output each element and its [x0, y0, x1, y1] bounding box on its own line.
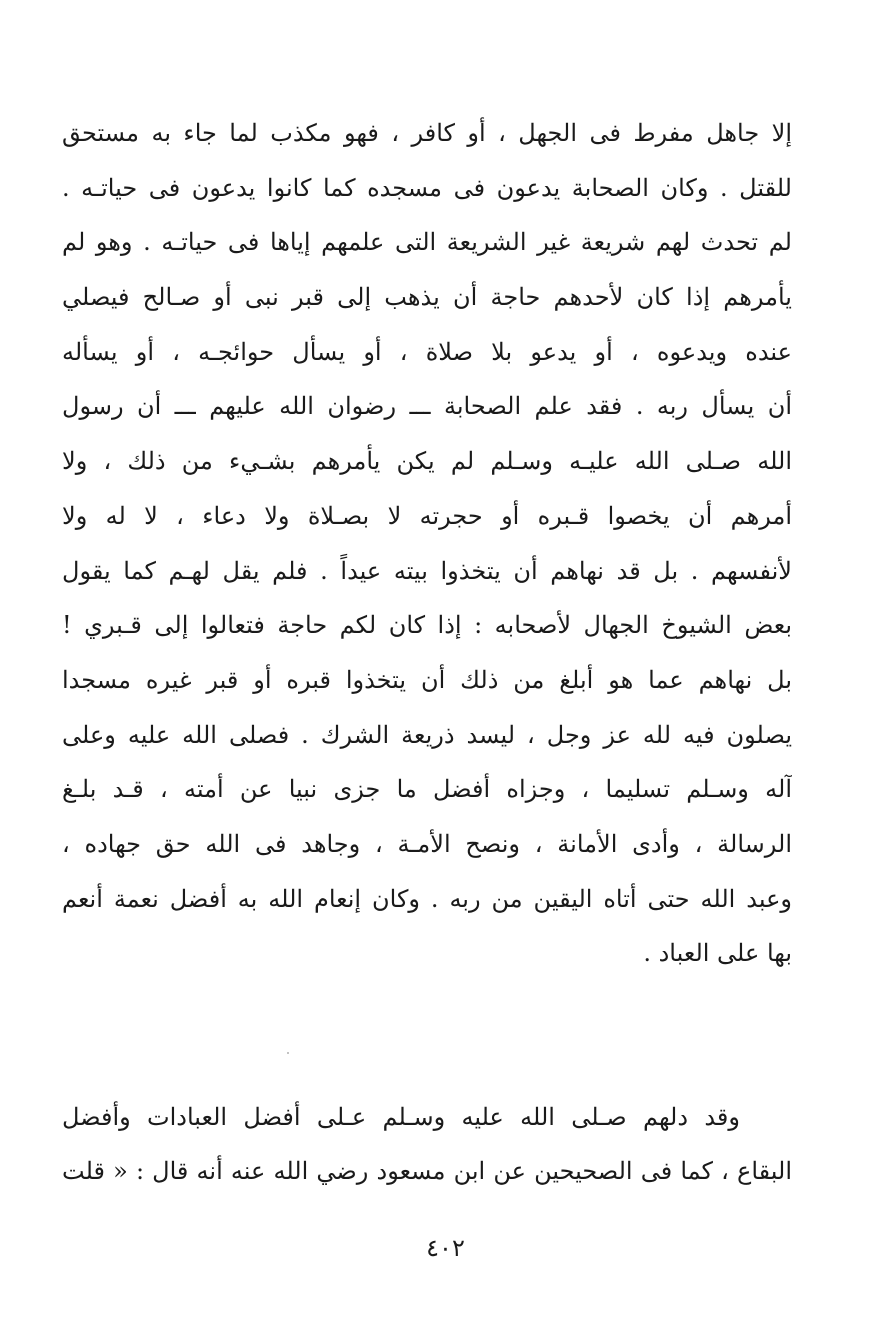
text-line: آله وسـلم تسليما ، وجزاه أفضل ما جزى نبيا عن أمته ، قـد بلـغ — [62, 775, 792, 804]
text-line: لأنفسهم . بل قد نهاهم أن يتخذوا بيته عيداً . فلم يقل لهـم كما يقول — [62, 556, 792, 585]
text-line: يصلون فيه لله عز وجل ، ليسد ذريعة الشرك . فصلى الله عليه وعلى — [62, 720, 792, 749]
text-line: أمرهم أن يخصوا قـبره أو حجرته لا بصـلاة ولا دعاء ، لا له ولا — [62, 501, 792, 530]
text-line: بعض الشيوخ الجهال لأصحابه : إذا كان لكم حاجة فتعالوا إلى قـبري ! — [62, 611, 792, 640]
text-line: الله صـلى الله عليـه وسـلم لم يكن يأمرهم بشـيء من ذلك ، ولا — [62, 447, 792, 476]
text-line: أن يسأل ربه . فقد علم الصحابة ـــ رضوان الله عليهم ـــ أن رسول — [62, 392, 792, 421]
body-paragraph — [62, 106, 792, 981]
text-line: إلا جاهل مفرط فى الجهل ، أو كافر ، فهو مكذب لما جاء به مستحق — [62, 119, 792, 147]
text-line: للقتل . وكان الصحابة يدعون فى مسجده كما كانوا يدعون فى حياتـه . — [62, 173, 792, 202]
text-line: الرسالة ، وأدى الأمانة ، ونصح الأمـة ، وجاهد فى الله حق جهاده ، — [62, 829, 792, 858]
text-line: عنده ويدعوه ، أو يدعو بلا صلاة ، أو يسأل حوائجـه ، أو يسأله — [62, 337, 792, 366]
text-line: البقاع ، كما فى الصحيحين عن ابن مسعود رضي الله عنه أنه قال : « قلت — [62, 1157, 792, 1185]
text-line: وقد دلهم صـلى الله عليه وسـلم عـلى أفضل العبادات وأفضل — [62, 1103, 740, 1131]
text-line: لم تحدث لهم شريعة غير الشريعة التى علمهم إياها فى حياتـه . وهو لم — [62, 228, 792, 257]
paper-speck — [287, 1052, 289, 1054]
text-line: يأمرهم إذا كان لأحدهم حاجة أن يذهب إلى قبر نبى أو صـالح فيصلي — [62, 283, 792, 312]
text-line: وعبد الله حتى أتاه اليقين من ربه . وكان إنعام الله به أفضل نعمة أنعم — [62, 884, 792, 913]
body-paragraph — [62, 1090, 792, 1198]
page-number: ٤٠٢ — [426, 1234, 465, 1262]
text-line: بها على العباد . — [643, 939, 792, 968]
text-line: بل نهاهم عما هو أبلغ من ذلك أن يتخذوا قبره أو قبر غيره مسجدا — [62, 665, 792, 694]
